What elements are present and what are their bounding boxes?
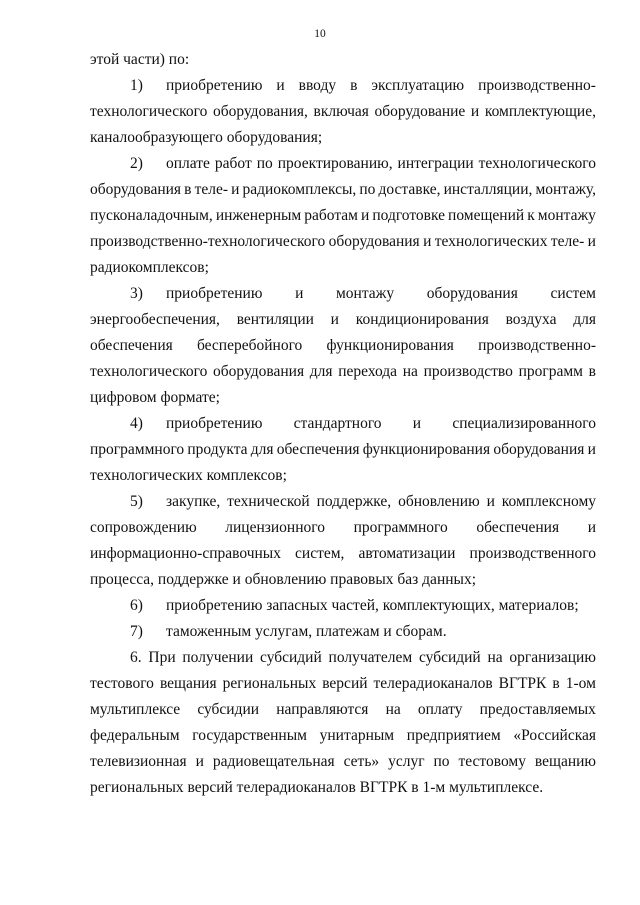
word: и [587, 233, 596, 250]
word: интеграции [397, 155, 474, 172]
word: тестового [90, 675, 154, 692]
word: субсидий [260, 649, 322, 666]
list-item-6 [90, 593, 596, 619]
list-number: 4) [130, 415, 143, 432]
word: стандартного [293, 415, 382, 432]
word: проектированию, [277, 155, 393, 172]
word: монтажу, [535, 181, 596, 198]
word: и [231, 181, 240, 198]
text-line [90, 697, 596, 723]
word: в [350, 77, 358, 94]
document-body [90, 47, 596, 801]
text-line: цифровом формате; [90, 389, 220, 406]
word: вводу [298, 77, 337, 94]
word: инженерным [215, 207, 302, 224]
word: субсидии [197, 701, 260, 718]
word: закупке, [166, 493, 221, 510]
word: технологического [90, 103, 208, 120]
text-line [90, 333, 596, 359]
word: унитарным [319, 727, 395, 744]
list-text: таможенным услугам, платежам и сборам. [166, 623, 447, 640]
word: инсталляции, [443, 181, 533, 198]
word: услуг [388, 753, 425, 770]
word: теле- [194, 181, 229, 198]
word: на [402, 363, 418, 380]
word: обеспечения [276, 441, 360, 458]
word: теле- [550, 233, 585, 250]
word: получении [182, 649, 254, 666]
word: к [527, 207, 535, 224]
word: монтажу [335, 285, 395, 302]
page-number: 10 [314, 28, 326, 40]
word: субсидий [418, 649, 481, 666]
word: оплате [166, 155, 210, 172]
justified-words [166, 281, 596, 307]
word: в [552, 675, 560, 692]
word: и [486, 493, 495, 510]
word: производственно- [478, 337, 596, 354]
text-line [90, 723, 596, 749]
word: обеспечения [476, 519, 560, 536]
text-line: процесса, поддержке и обновлению правовых баз данных; [90, 571, 477, 588]
text-line [90, 177, 596, 203]
word: энергообеспечения, [90, 311, 220, 328]
word: по [359, 181, 376, 198]
list-item-3-first-line [90, 281, 596, 307]
word: и [587, 519, 596, 536]
word: включая [313, 103, 369, 120]
word: монтажу [537, 207, 596, 224]
word: сеть» [343, 753, 380, 770]
word: для [573, 311, 596, 328]
word: версий [322, 675, 368, 692]
word: технологического [478, 155, 596, 172]
justified-words [166, 411, 596, 437]
word: государственным [192, 727, 307, 744]
word: сопровождению [90, 519, 197, 536]
word: технической [227, 493, 310, 510]
text-line [90, 99, 596, 125]
text-line: каналообразующего оборудования; [90, 129, 323, 146]
word: обеспечения [90, 337, 173, 354]
text-line [90, 203, 596, 229]
word: направляются [276, 701, 369, 718]
word: для [250, 441, 274, 458]
word: региональных [222, 675, 317, 692]
text-line [90, 541, 596, 567]
word: приобретению [166, 285, 263, 302]
word: пусконаладочным, [90, 207, 213, 224]
word: мультиплексе [90, 701, 181, 718]
word: приобретению [166, 77, 263, 94]
word: приобретению [166, 415, 263, 432]
word: в [184, 181, 192, 198]
word: телевизионная [90, 753, 187, 770]
word: федеральным [90, 727, 180, 744]
text-line: радиокомплексов; [90, 259, 209, 276]
word: продукта [187, 441, 248, 458]
text-line [90, 229, 596, 255]
list-number: 7) [130, 623, 143, 640]
list-number: 3) [130, 285, 143, 302]
word: специализированного [452, 415, 596, 432]
word: на [385, 701, 401, 718]
word: программного [353, 519, 448, 536]
word: предприятием [406, 727, 501, 744]
text-line [90, 671, 596, 697]
word: работ [214, 155, 252, 172]
word: радиокомплексы, [242, 181, 357, 198]
word: и [470, 103, 480, 120]
word: систем [550, 285, 596, 302]
justified-words [166, 489, 596, 515]
word: функционирования [326, 337, 454, 354]
word: оборудования [493, 441, 585, 458]
word: на [487, 649, 503, 666]
text-line [90, 515, 596, 541]
word: производственного [469, 545, 596, 562]
word: оборудования [426, 285, 518, 302]
list-item-4-first-line [90, 411, 596, 437]
word: тестовому [458, 753, 526, 770]
word: предоставляемых [479, 701, 596, 718]
word: перехода [338, 363, 398, 380]
word: и [330, 311, 339, 328]
word: оборудования, [212, 103, 308, 120]
word: поддержке, [316, 493, 392, 510]
word: доставке, [378, 181, 441, 198]
word: комплектующие, [484, 103, 596, 120]
word: и [587, 441, 596, 458]
word: и [361, 207, 370, 224]
word: получателем [328, 649, 413, 666]
text-line [90, 437, 596, 463]
word: в [588, 363, 596, 380]
word: работам [304, 207, 358, 224]
word: подготовке [372, 207, 446, 224]
word: и [423, 233, 432, 250]
word: оплату [417, 701, 463, 718]
word: При [148, 649, 176, 666]
word: и [195, 753, 204, 770]
word: программ [518, 363, 583, 380]
word: и [295, 285, 304, 302]
justified-words [166, 151, 596, 177]
word: вещания [159, 675, 217, 692]
word: информационно-справочных [90, 545, 281, 562]
text-line: этой части) по: [90, 51, 190, 68]
list-item-7 [90, 619, 596, 645]
list-number: 6) [130, 597, 143, 614]
text-line [90, 749, 596, 775]
word: по [256, 155, 273, 172]
list-number: 5) [130, 493, 143, 510]
list-number: 2) [130, 155, 143, 172]
word: программного [90, 441, 185, 458]
text-line: региональных версий телерадиоканалов ВГТРК в 1-м мультиплексе. [90, 779, 544, 796]
word: ВГТРК [498, 675, 547, 692]
word: функционирования [362, 441, 491, 458]
word: бесперебойного [196, 337, 303, 354]
word: эксплуатацию [371, 77, 465, 94]
word: оборудование [374, 103, 466, 120]
word: вещанию [534, 753, 596, 770]
list-text: приобретению запасных частей, комплектующих, материалов; [166, 597, 579, 614]
text-line: технологических комплексов; [90, 467, 287, 484]
text-line [90, 307, 596, 333]
word: производственно- [478, 77, 596, 94]
word: оборудования [90, 181, 182, 198]
word: по [433, 753, 450, 770]
word: телерадиоканалов [373, 675, 493, 692]
word: «Российская [513, 727, 596, 744]
word: технологических [434, 233, 548, 250]
word: оборудования [328, 233, 420, 250]
word: обновлению [398, 493, 480, 510]
word: 1-ом [565, 675, 596, 692]
word: систем, [295, 545, 345, 562]
word: кондиционирования [355, 311, 489, 328]
word: технологического [90, 363, 208, 380]
list-item-5-first-line [90, 489, 596, 515]
word: 6. [130, 649, 142, 666]
word: организацию [509, 649, 596, 666]
list-number: 1) [130, 77, 143, 94]
word: для [309, 363, 333, 380]
word: радиовещательная [212, 753, 335, 770]
word: комплексному [501, 493, 596, 510]
word: и [412, 415, 422, 432]
word: автоматизации [358, 545, 456, 562]
word: и [276, 77, 285, 94]
word: лицензионного [225, 519, 325, 536]
word: вентиляции [236, 311, 314, 328]
list-item-1-first-line [90, 73, 596, 99]
word: оборудования [213, 363, 305, 380]
word: воздуха [505, 311, 557, 328]
word: производство [423, 363, 513, 380]
justified-words [166, 73, 596, 99]
list-item-2-first-line [90, 151, 596, 177]
text-line [90, 359, 596, 385]
word: производственно-технологического [90, 233, 326, 250]
paragraph-6-first-line [90, 645, 596, 671]
word: помещений [448, 207, 525, 224]
